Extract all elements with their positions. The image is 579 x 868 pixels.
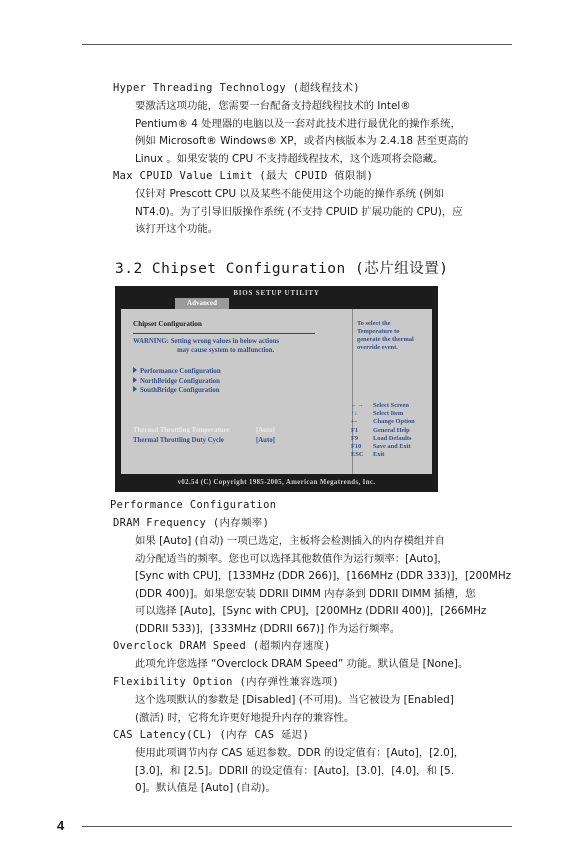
paragraph-line: 例如 Microsoft® Windows® XP，或者内核版本为 2.4.18 甚至更高的 [135,135,469,148]
key-label: F9 [351,434,359,442]
paragraph-line: 该打开这个功能。 [135,223,219,236]
thermal-duty-value: [Auto] [256,436,275,444]
key-label: ESC [351,451,364,459]
paragraph-line: Pentium® 4 处理器的电脑以及一套对此技术进行最优化的操作系统， [135,117,461,130]
paragraph-line: 这个选项默认的参数是 [Disabled] (不可用)。当它被设为 [Enabled] [135,694,454,706]
bios-thermal-options [133,426,275,445]
bios-warning [133,337,333,355]
max-cpuid-heading: Max CPUID Value Limit (最大 CPUID 值限制) [113,170,374,182]
key-row [351,418,415,426]
key-desc: Change Option [373,418,415,426]
thermal-temperature-row[interactable] [133,426,275,436]
submenu-label: SouthBridge Configuration [140,387,220,395]
paragraph-line: 使用此项调节内存 CAS 延迟参数。DDR 的设定值有：[Auto]，[2.0]， [135,747,465,759]
bios-key-legend [351,402,415,459]
bios-tab-advanced[interactable]: Advanced [175,298,229,309]
header-rule [82,44,512,45]
submenu-arrow-icon [133,377,137,383]
key-label: +- [351,418,357,426]
thermal-temperature-label: Thermal Throttling Temperature [133,427,230,434]
help-line: override event. [357,344,398,351]
paragraph-line: 0]。默认值是 [Auto] (自动)。 [135,782,276,795]
key-desc: Select Screen [373,402,409,409]
submenu-label: Performance Configuration [140,368,221,375]
paragraph-line: 可以选择 [Auto]，[Sync with CPU]，[200MHz (DDRII 400)]，[266MHz [135,605,487,618]
bios-title: BIOS SETUP UTILITY [233,289,320,297]
bios-heading-underline [133,333,315,334]
bios-warning-line: WARNING: Setting wrong values in below actions [133,338,280,345]
paragraph-line: Linux 。如果安装的 CPU 不支持超线程技术，这个选项将会隐藏。 [135,152,444,165]
key-label: F10 [351,443,362,451]
paragraph-line: 动分配适当的频率。您也可以选择其他数值作为运行频率：[Auto]， [135,552,448,565]
flexibility-option-text [135,692,527,727]
bios-help-text [357,320,429,352]
performance-configuration-title: Performance Configuration [110,499,277,511]
paragraph-line: [Sync with CPU]，[133MHz (DDR 266)]，[166MHz (DDR 333)]，[200MHz [135,570,512,583]
cas-latency-heading: CAS Latency(CL) (内存 CAS 延迟) [113,729,310,741]
footer-rule [82,826,512,827]
key-row [351,443,415,451]
key-desc: Exit [373,451,385,459]
section-title: 3.2 Chipset Configuration (芯片组设置) [115,261,449,277]
thermal-duty-label: Thermal Throttling Duty Cycle [133,436,224,444]
help-line: To select the [357,320,391,327]
key-desc: General Help [373,426,410,434]
thermal-duty-row[interactable] [133,436,275,446]
paragraph-line: NT4.0)。为了引导旧版操作系统 (不支持 CPUID 扩展功能的 CPU)，应 [135,205,463,218]
paragraph-line: [3.0]，和 [2.5]。DDRII 的设定值有：[Auto]，[3.0]，[4.0]，和 [5. [135,764,455,777]
key-row [351,451,415,459]
submenu-arrow-icon [133,367,137,373]
bios-submenu-performance[interactable] [133,367,221,377]
paragraph-line: (DDRII 533)]，[333MHz (DDRII 667)] 作为运行频率。 [135,622,401,635]
bios-heading: Chipset Configuration [133,320,202,328]
bios-submenu-northbridge[interactable] [133,377,221,387]
max-cpuid-text [135,186,527,239]
help-line: Temperature to [357,328,400,335]
key-desc: Load Defaults [373,434,412,442]
bios-footer: v02.54 (C) Copyright 1985-2005, American Megatrends, Inc. [177,479,376,486]
hyper-threading-text [135,98,527,168]
key-label: ←→ [351,402,364,409]
paragraph-line: 要激活这项功能，您需要一台配备支持超线程技术的 Intel® [135,100,411,112]
key-row [351,410,415,418]
key-row [351,427,415,435]
paragraph-line: 仅针对 Prescott CPU 以及某些不能使用这个功能的操作系统 (例如 [135,188,445,200]
thermal-temperature-value: [Auto] [256,427,275,434]
key-desc: Save and Exit [373,443,411,451]
bios-screenshot [115,286,438,492]
cas-latency-text [135,745,527,798]
paragraph-line: 如果 [Auto] (自动) 一项已选定，主板将会检测插入的内存模组并自 [135,535,446,547]
overclock-dram-text [135,656,527,674]
flexibility-option-heading: Flexibility Option (内存弹性兼容选项) [113,676,340,688]
overclock-dram-heading: Overclock DRAM Speed (超频内存速度) [113,640,331,652]
key-label: ↑↓ [351,410,358,418]
hyper-threading-heading: Hyper Threading Technology (超线程技术) [113,82,360,94]
dram-frequency-heading: DRAM Frequency (内存频率) [113,517,270,529]
submenu-arrow-icon [133,386,137,392]
page-number: 4 [57,818,65,833]
key-row [351,435,415,443]
bios-submenu-southbridge[interactable] [133,386,221,396]
paragraph-line: (DDR 400)]。如果您安装 DDRII DIMM 内存条到 DDRII DIMM 插槽，您 [135,587,476,600]
help-line: generate the thermal [357,336,414,343]
bios-warning-line: may cause system to malfunction. [177,347,275,354]
key-desc: Select Item [373,410,404,418]
paragraph-line: 此项允许您选择 “Overclock DRAM Speed” 功能。默认值是 [None]。 [135,658,469,670]
bios-submenu-list [133,367,221,396]
submenu-label: NorthBridge Configuration [140,377,220,385]
key-row [351,402,415,410]
paragraph-line: (激活) 时，它将允许更好地提升内存的兼容性。 [135,711,355,724]
dram-frequency-text [135,533,527,639]
key-label: F1 [351,426,359,434]
